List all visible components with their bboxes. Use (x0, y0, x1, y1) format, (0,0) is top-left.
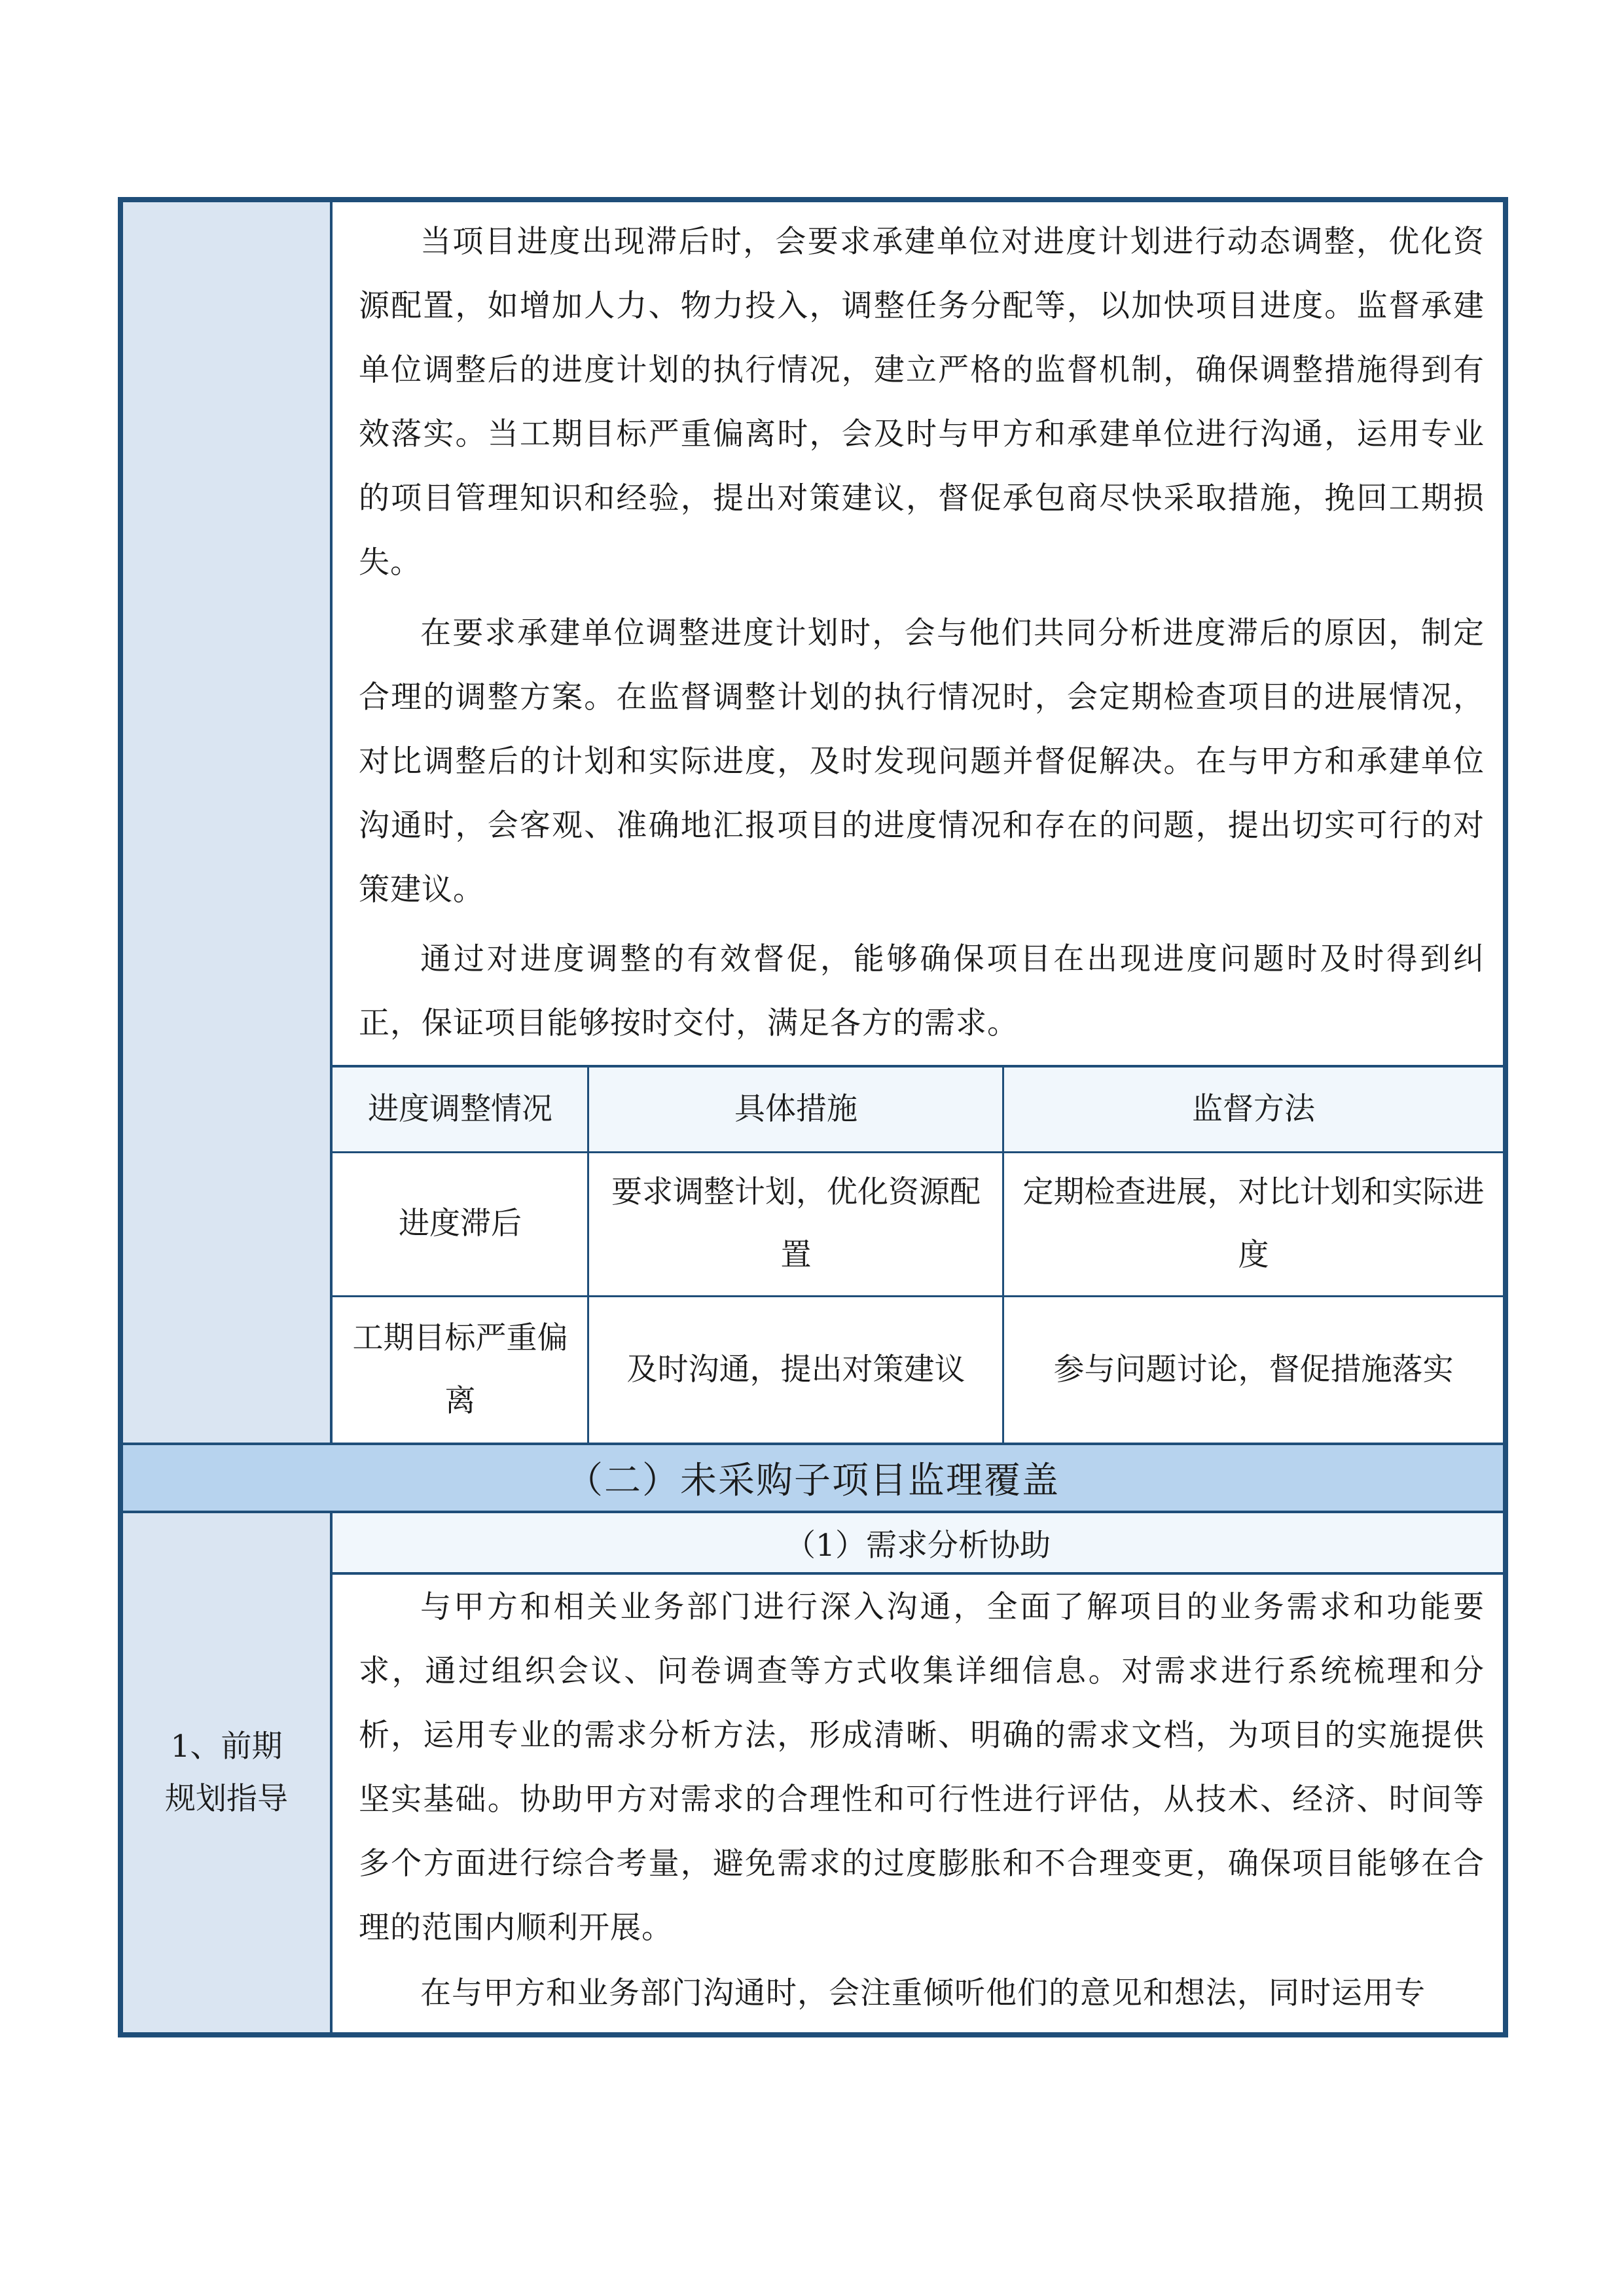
table-cell: 要求调整计划，优化资源配置 (611, 1174, 981, 1273)
document-table-frame (118, 197, 1508, 2037)
table-header-cell: 进度调整情况 (368, 1091, 552, 1127)
table-cell: 及时沟通，提出对策建议 (626, 1351, 965, 1388)
table-row-divider (330, 1295, 1503, 1297)
section-bar-top-border (123, 1443, 1503, 1445)
side-label-planning-guidance: 1、前期规划指导 (165, 1728, 288, 1817)
table-header-cell: 监督方法 (1192, 1091, 1315, 1127)
section-title-bar (123, 1445, 1503, 1511)
left-column-top (123, 202, 330, 1443)
section-bar-bottom-border (123, 1511, 1503, 1513)
table-top-border (330, 1065, 1503, 1067)
left-column-divider-bottom (330, 1511, 333, 2032)
table-column-divider (1002, 1065, 1004, 1443)
paragraph-progress-adjustment: 当项目进度出现滞后时，会要求承建单位对进度计划进行动态调整，优化资源配置，如增加人力、物力投入，调整任务分配等，以加快项目进度。监督承建单位调整后的进度计划的执行情况，建立严格的监督机制，确保调整措施得到有效落实。当工期目标严重偏离时，会及时与甲方和承建单位进行沟通，运用专业的项目管理知识和经验，提出对策建议，督促承包商尽快采取措施，挽回工期损失。 (359, 224, 1485, 581)
table-cell: 定期检查进展，对比计划和实际进度 (1022, 1174, 1485, 1273)
left-column-divider-top (330, 202, 333, 1445)
table-cell: 参与问题讨论，督促措施落实 (1053, 1351, 1454, 1388)
subheading-requirements-analysis: （1）需求分析协助 (785, 1527, 1051, 1564)
table-row-divider (330, 1151, 1503, 1153)
subheading-bottom-border (330, 1572, 1503, 1575)
section-title: （二）未采购子项目监理覆盖 (566, 1460, 1060, 1502)
paragraph-adjustment-plan: 在要求承建单位调整进度计划时，会与他们共同分析进度滞后的原因，制定合理的调整方案。在监督调整计划的执行情况时，会定期检查项目的进展情况，对比调整后的计划和实际进度，及时发现问题并督促解决。在与甲方和承建单位沟通时，会客观、准确地汇报项目的进度情况和存在的问题，提出切实可行的对策建议。 (359, 615, 1485, 908)
paragraph-effective-supervision: 通过对进度调整的有效督促，能够确保项目在出现进度问题时及时得到纠正，保证项目能够按时交付，满足各方的需求。 (359, 941, 1485, 1041)
table-cell: 工期目标严重偏离 (352, 1319, 568, 1419)
table-column-divider (587, 1065, 589, 1443)
paragraph-requirements-communication: 与甲方和相关业务部门进行深入沟通，全面了解项目的业务需求和功能要求，通过组织会议、问卷调查等方式收集详细信息。对需求进行系统梳理和分析，运用专业的需求分析方法，形成清晰、明确的需求文档，为项目的实施提供坚实基础。协助甲方对需求的合理性和可行性进行评估，从技术、经济、时间等多个方面进行综合考量，避免需求的过度膨胀和不合理变更，确保项目能够在合理的范围内顺利开展。 (359, 1589, 1485, 1946)
subheading-bar (333, 1513, 1503, 1572)
table-cell: 进度滞后 (399, 1206, 522, 1242)
paragraph-listening: 在与甲方和业务部门沟通时，会注重倾听他们的意见和想法，同时运用专 (420, 1975, 1426, 2011)
table-header-cell: 具体措施 (734, 1091, 857, 1127)
